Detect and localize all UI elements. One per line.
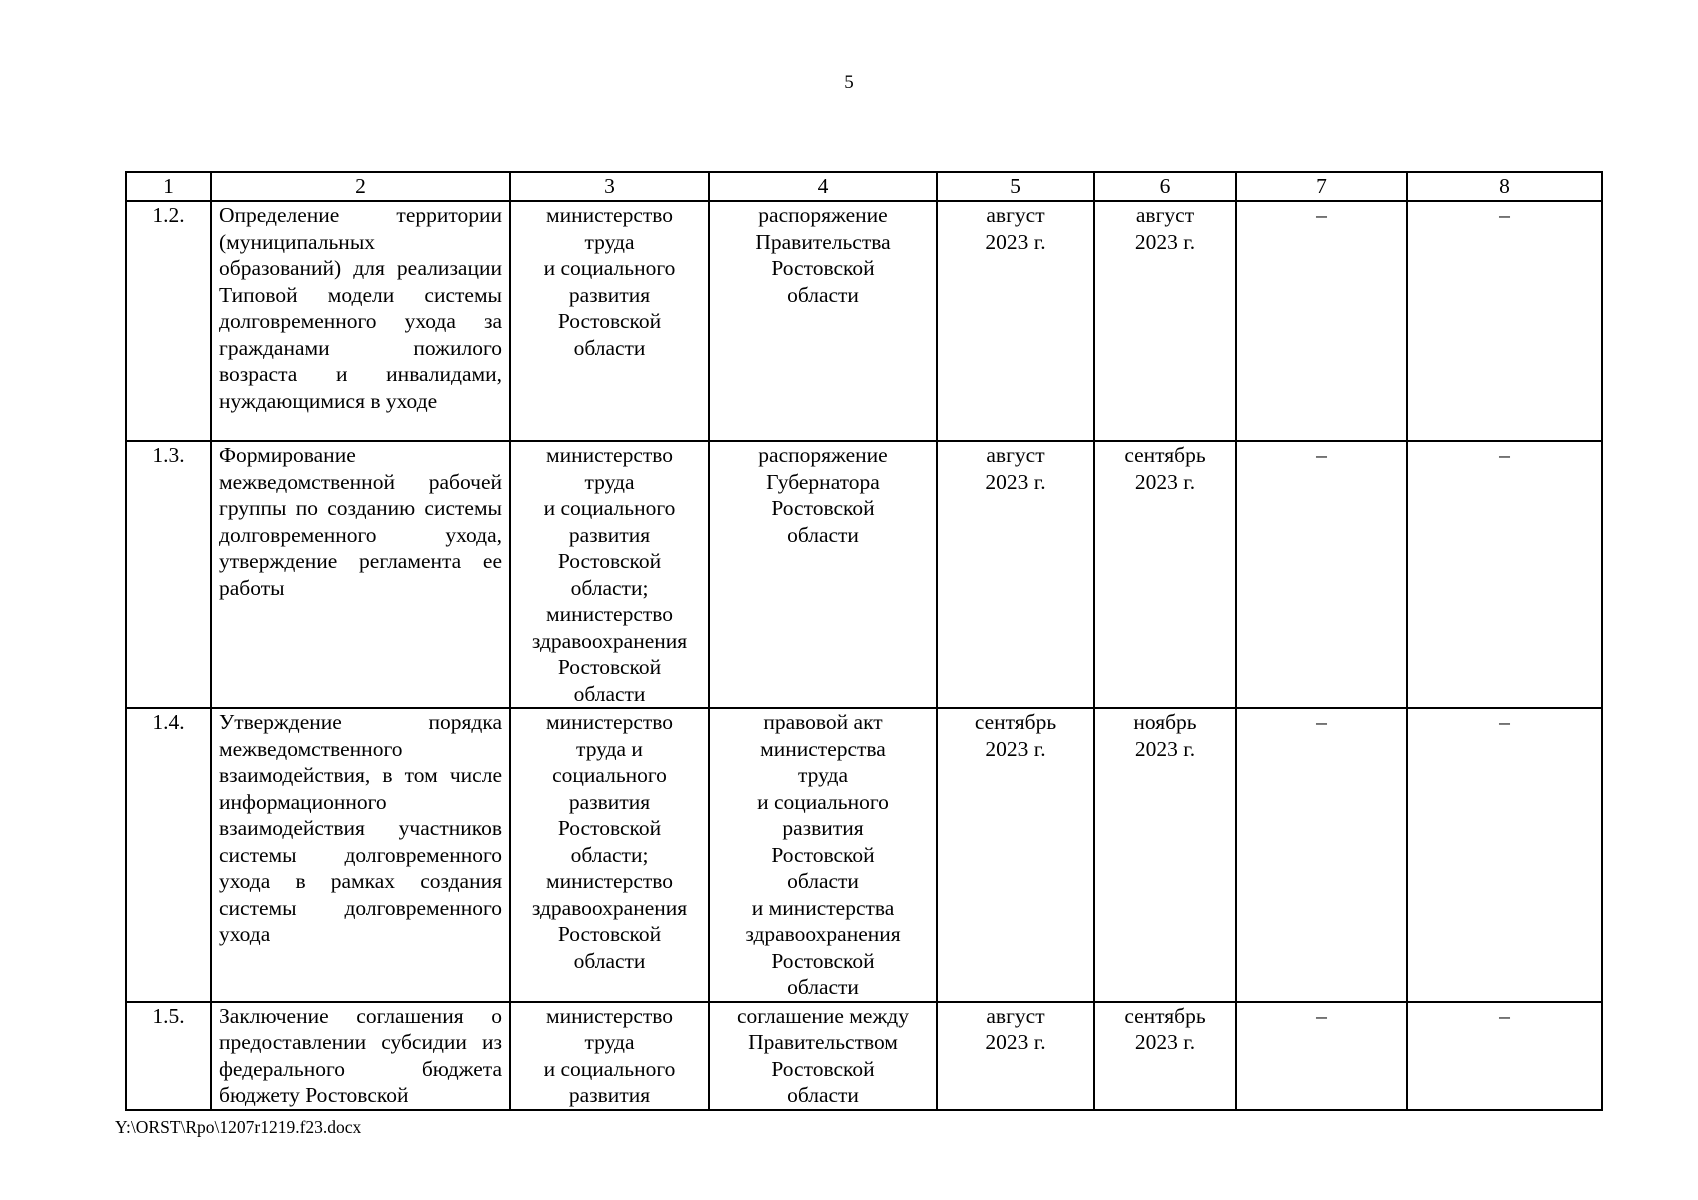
end-date-cell: сентябрь 2023 г. [1094, 441, 1236, 708]
row-number: 1.4. [126, 708, 211, 1002]
header-cell: 7 [1236, 172, 1407, 201]
executor-cell: министерство труда и социального развития [510, 1002, 709, 1110]
col7-cell: – [1236, 1002, 1407, 1110]
executor-cell: министерство труда и социального развития Ростовской области [510, 201, 709, 441]
header-cell: 2 [211, 172, 510, 201]
table-row [126, 708, 1602, 1002]
row-number: 1.2. [126, 201, 211, 441]
end-date-cell: ноябрь 2023 г. [1094, 708, 1236, 1002]
col8-cell: – [1407, 708, 1602, 1002]
document-cell: распоряжение Губернатора Ростовской области [709, 441, 937, 708]
col7-cell: – [1236, 708, 1407, 1002]
start-date-cell: август 2023 г. [937, 441, 1094, 708]
table-row [126, 1002, 1602, 1110]
header-cell: 8 [1407, 172, 1602, 201]
plan-table [125, 171, 1603, 1111]
header-cell: 6 [1094, 172, 1236, 201]
start-date-cell: сентябрь 2023 г. [937, 708, 1094, 1002]
start-date-cell: август 2023 г. [937, 1002, 1094, 1110]
col8-cell: – [1407, 201, 1602, 441]
activity-description: Определение территории (муниципальных образований) для реализации Типовой модели системы долговременного ухода за гражданами пожилого возраста и инвалидами, нуждающимися в уходе [211, 201, 510, 441]
document-cell: правовой акт министерства труда и социального развития Ростовской области и министерства здравоохранения Ростовской области [709, 708, 937, 1002]
header-cell: 5 [937, 172, 1094, 201]
activity-description: Формирование межведомственной рабочей группы по созданию системы долговременного ухода, утверждение регламента ее работы [211, 441, 510, 708]
table-row [126, 441, 1602, 708]
col7-cell: – [1236, 201, 1407, 441]
file-path-footer: Y:\ORST\Rpo\1207r1219.f23.docx [115, 1117, 362, 1137]
executor-cell: министерство труда и социального развития Ростовской области; министерство здравоохранения Ростовской области [510, 441, 709, 708]
document-cell: соглашение между Правительством Ростовской области [709, 1002, 937, 1110]
col7-cell: – [1236, 441, 1407, 708]
table-header-row [126, 172, 1602, 201]
activity-description: Заключение соглашения о предоставлении субсидии из федерального бюджета бюджету Ростовской [211, 1002, 510, 1110]
end-date-cell: август 2023 г. [1094, 201, 1236, 441]
page-number: 5 [844, 72, 854, 93]
start-date-cell: август 2023 г. [937, 201, 1094, 441]
row-number: 1.5. [126, 1002, 211, 1110]
executor-cell: министерство труда и социального развития Ростовской области; министерство здравоохранения Ростовской области [510, 708, 709, 1002]
activity-description: Утверждение порядка межведомственного взаимодействия, в том числе информационного взаимодействия участников системы долговременного ухода в рамках создания системы долговременного ухода [211, 708, 510, 1002]
col8-cell: – [1407, 1002, 1602, 1110]
end-date-cell: сентябрь 2023 г. [1094, 1002, 1236, 1110]
document-cell: распоряжение Правительства Ростовской области [709, 201, 937, 441]
header-cell: 4 [709, 172, 937, 201]
header-cell: 3 [510, 172, 709, 201]
row-number: 1.3. [126, 441, 211, 708]
col8-cell: – [1407, 441, 1602, 708]
table-row [126, 201, 1602, 441]
header-cell: 1 [126, 172, 211, 201]
